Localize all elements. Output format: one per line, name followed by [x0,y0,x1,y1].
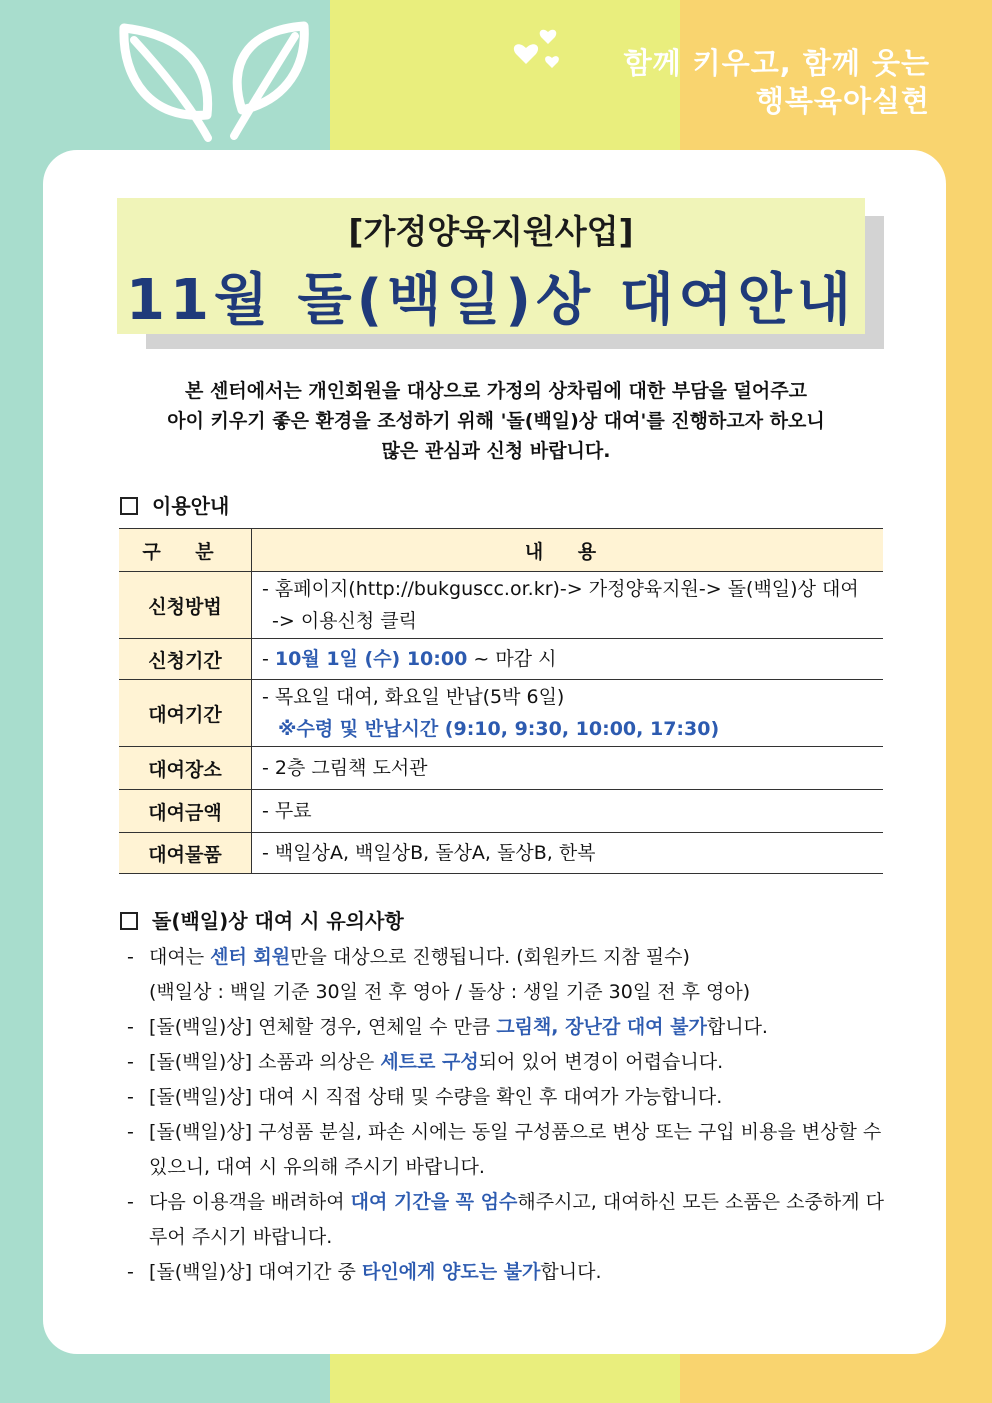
table-row [119,572,883,639]
table-row [119,833,883,874]
usage-table [119,528,883,874]
apply-period-date: 10월 1일 (수) 10:00 [274,648,468,670]
highlight-text: 세트로 구성 [380,1051,479,1073]
highlight-text: 타인에게 양도는 불가 [361,1261,541,1283]
row-label-apply-period: 신청기간 [119,639,252,680]
table-row [119,680,883,747]
list-item: - [돌(백일)상] 연체할 경우, 연체일 수 만큼 그림책, 장난감 대여 불가합니다. [127,1016,768,1038]
title-box [117,198,865,334]
apply-method-line-2: -> 이용신청 클릭 [272,610,417,632]
table-header-category: 구 분 [119,529,252,572]
highlight-text: 대여 기간을 꼭 엄수 [350,1191,518,1213]
list-item: - [돌(백일)상] 대여기간 중 타인에게 양도는 불가합니다. [127,1261,602,1283]
slogan-line-1: 함께 키우고, 함께 웃는 [623,46,930,80]
usage-heading-text: 이용안내 [152,494,230,518]
intro-line-2: 아이 키우기 좋은 환경을 조성하기 위해 '돌(백일)상 대여'를 진행하고자 하오니 [167,410,825,432]
checkbox-square-icon [120,912,138,930]
note-subline: (백일상 : 백일 기준 30일 전 후 영아 / 돌상 : 생일 기준 30일 전 후 영아) [149,981,751,1003]
row-label-rental-items: 대여물품 [119,833,252,874]
apply-method-line-1: - 홈페이지(http://bukguscc.or.kr)-> 가정양육지원-> 돌(백일)상 대여 [262,578,859,600]
page-title: 11월 돌(백일)상 대여안내 [126,268,856,333]
row-value-rental-fee: - 무료 [252,790,884,833]
usage-section-heading [120,490,229,519]
slogan-line-2: 행복육아실현 [755,84,930,118]
row-label-rental-place: 대여장소 [119,747,252,790]
apply-period-rest: ~ 마감 시 [467,648,557,670]
intro-line-1: 본 센터에서는 개인회원을 대상으로 가정의 상차림에 대한 부담을 덜어주고 [185,380,807,402]
list-item: - [돌(백일)상] 구성품 분실, 파손 시에는 동일 구성품으로 변상 또는 구입 비용을 변상할 수 있으니, 대여 시 유의해 주시기 바랍니다. [127,1121,882,1178]
header-slogan [624,44,930,120]
apply-period-prefix: - [262,648,275,670]
row-label-rental-fee: 대여금액 [119,790,252,833]
intro-paragraph [60,376,932,466]
list-item: - [돌(백일)상] 대여 시 직접 상태 및 수량을 확인 후 대여가 가능합니다. [127,1086,723,1108]
hearts-icon [508,24,568,74]
checkbox-square-icon [120,497,138,515]
row-value-apply-period [252,639,884,680]
row-label-rental-period: 대여기간 [119,680,252,747]
list-item: - [돌(백일)상] 소품과 의상은 세트로 구성되어 있어 변경이 어렵습니다. [127,1051,724,1073]
highlight-text: 그림책, 장난감 대여 불가 [496,1016,707,1038]
leaf-icon [112,20,312,145]
notes-list [127,940,887,1290]
highlight-text: 센터 회원 [210,946,291,968]
row-value-rental-items: - 백일상A, 백일상B, 돌상A, 돌상B, 한복 [252,833,884,874]
table-header-row [119,529,883,572]
table-row [119,790,883,833]
notes-heading-text: 돌(백일)상 대여 시 유의사항 [152,909,404,933]
rental-period-line: - 목요일 대여, 화요일 반납(5박 6일) [262,686,565,708]
row-value-rental-period [252,680,884,747]
row-value-rental-place: - 2층 그림책 도서관 [252,747,884,790]
row-label-apply-method: 신청방법 [119,572,252,639]
list-item: - 대여는 센터 회원만을 대상으로 진행됩니다. (회원카드 지참 필수) (백일상 : 백일 기준 30일 전 후 영아 / 돌상 : 생일 기준 30일 전 후 영아) [127,940,887,1010]
row-value-apply-method [252,572,884,639]
table-header-content: 내 용 [252,529,884,572]
intro-line-3: 많은 관심과 신청 바랍니다. [381,440,611,462]
table-row [119,747,883,790]
table-row [119,639,883,680]
rental-period-note: ※수령 및 반납시간 (9:10, 9:30, 10:00, 17:30) [278,718,720,740]
notes-section-heading [120,905,404,934]
title-subheading: [가정양육지원사업] [348,212,634,251]
list-item: - 다음 이용객을 배려하여 대여 기간을 꼭 엄수해주시고, 대여하신 모든 소품은 소중하게 다루어 주시기 바랍니다. [127,1191,884,1248]
